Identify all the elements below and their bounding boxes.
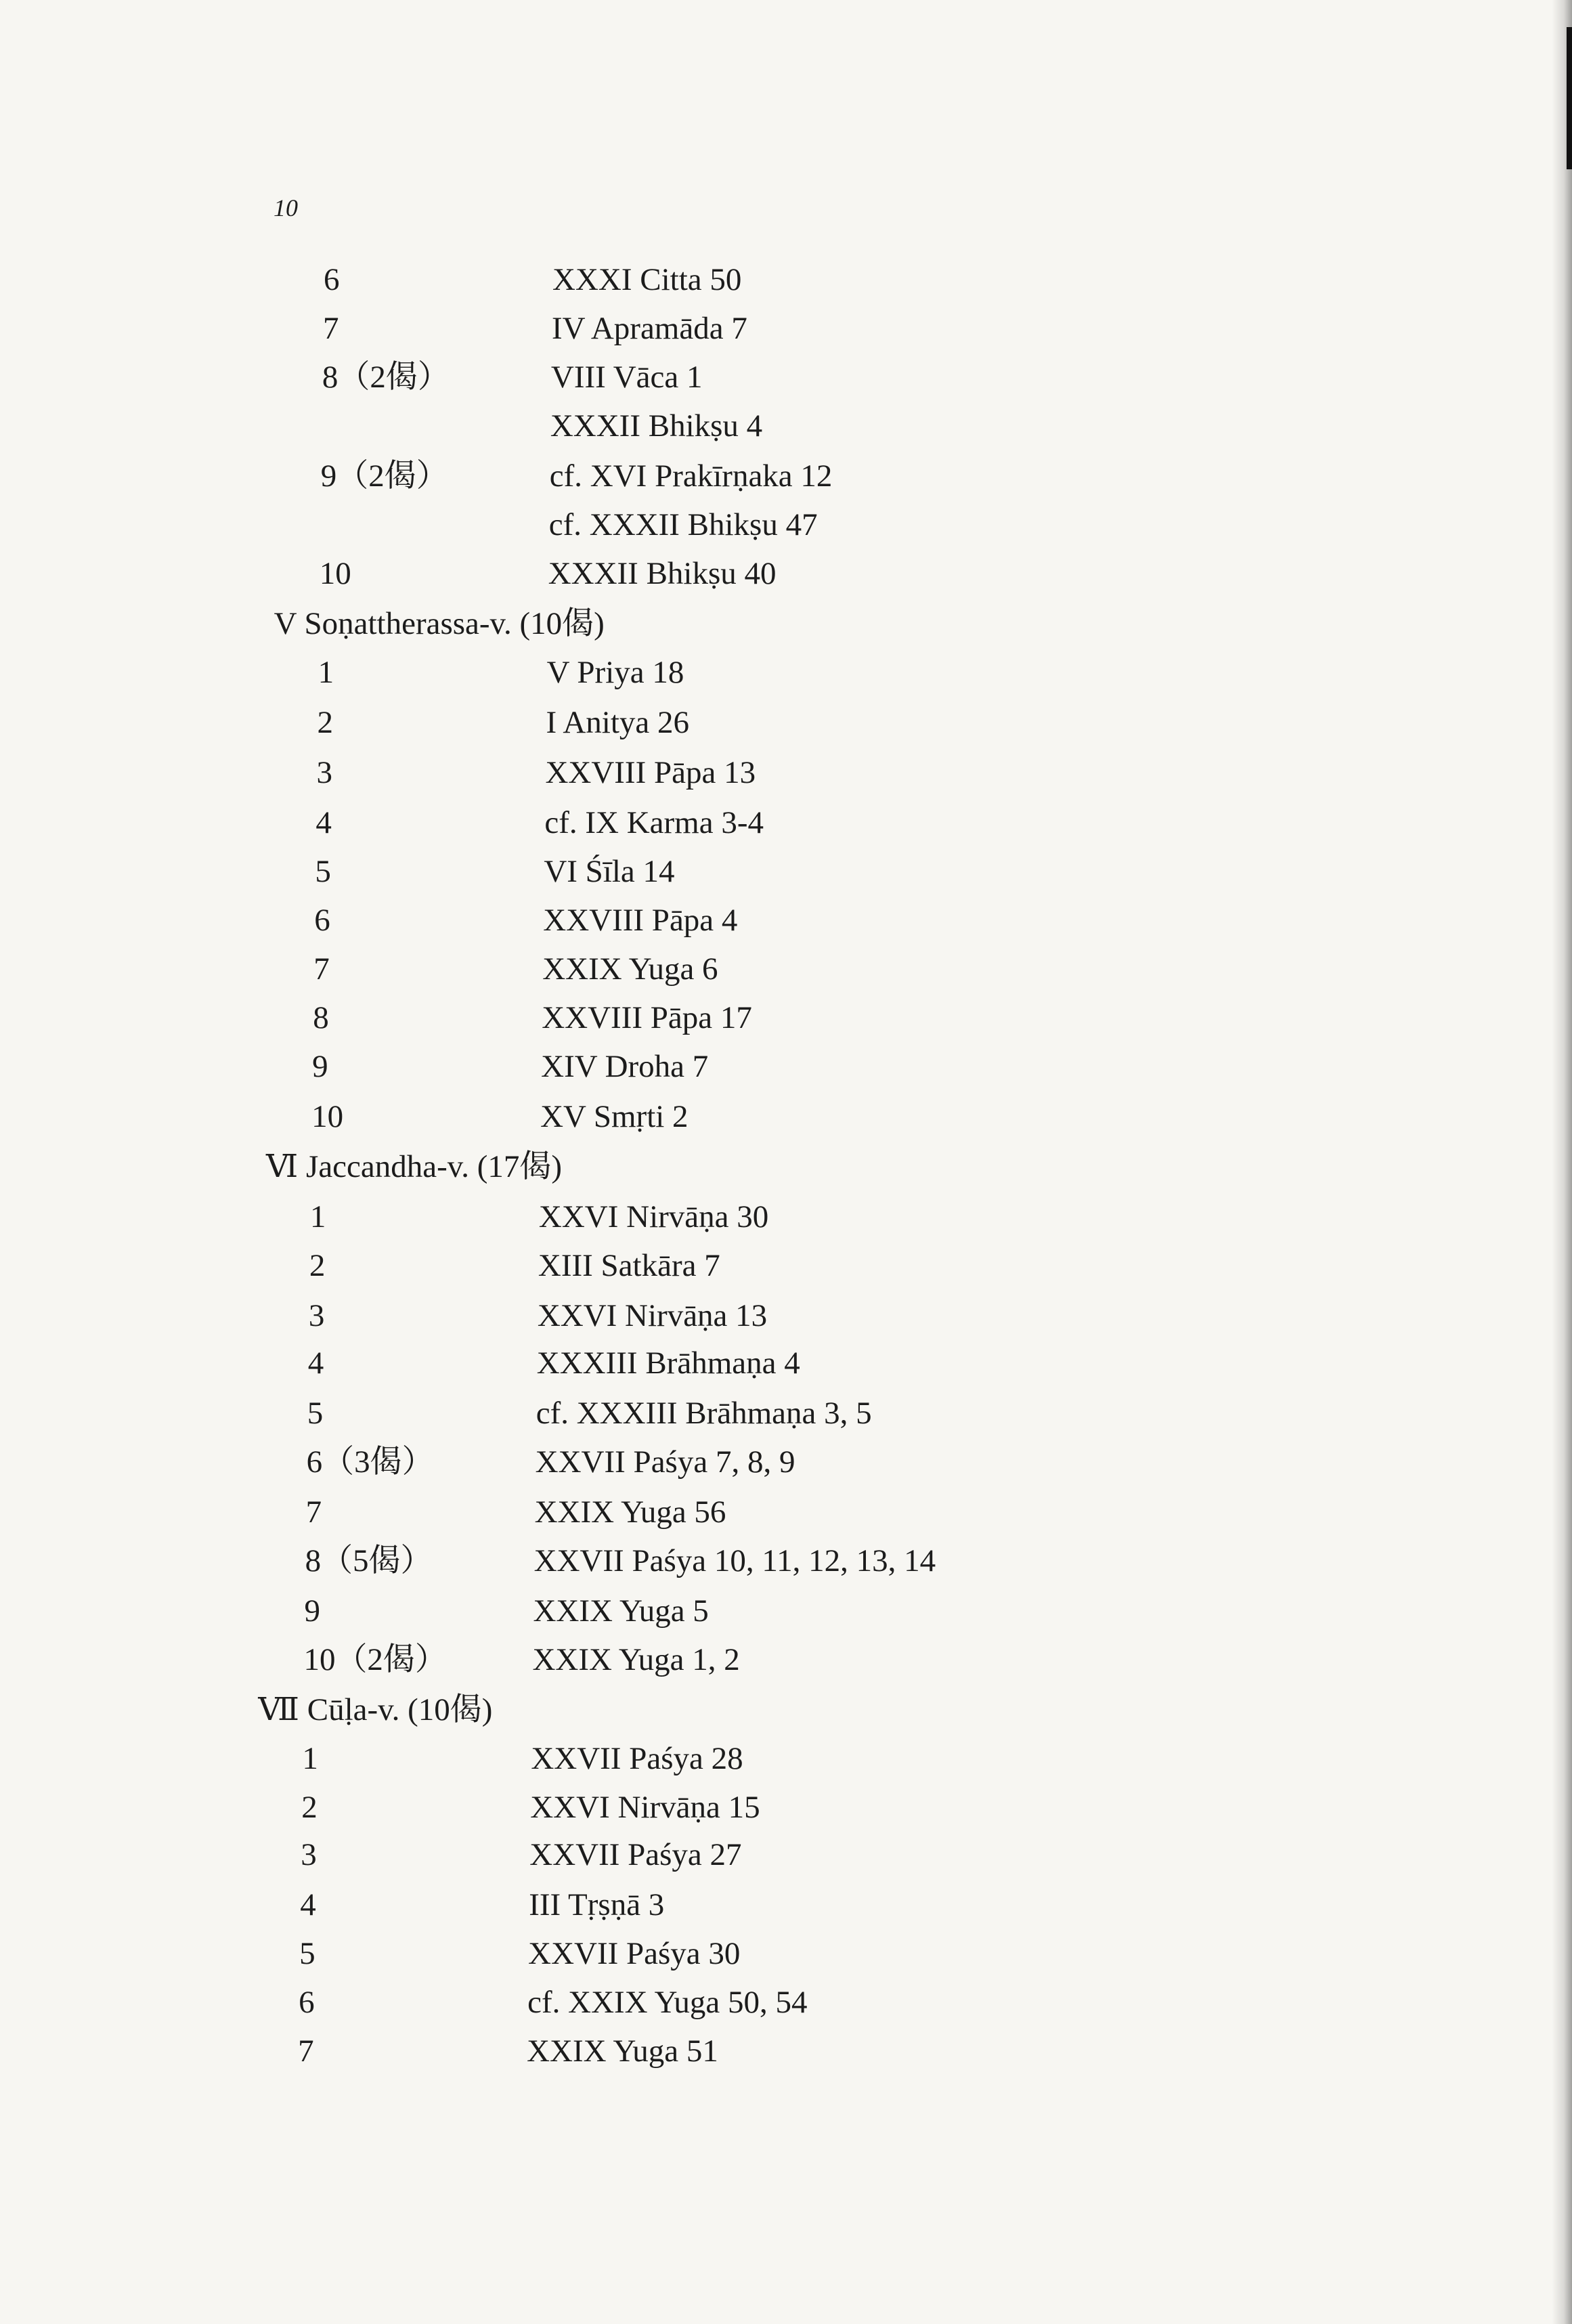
- verse-number: 8（2偈）: [322, 360, 450, 395]
- page-edge-mark: [1567, 27, 1572, 169]
- udanavarga-reference: XXIX Yuga 1, 2: [532, 1642, 740, 1677]
- verse-number: 7: [322, 311, 339, 346]
- verse-number: 8（5偈）: [305, 1543, 433, 1578]
- verse-number: 8: [313, 1000, 329, 1035]
- udanavarga-reference: XIII Satkāra 7: [538, 1248, 720, 1283]
- verse-number: 10: [319, 556, 351, 591]
- udanavarga-reference: XXXII Bhikṣu 40: [548, 556, 777, 591]
- udanavarga-reference: XXVII Paśya 28: [531, 1741, 743, 1776]
- verse-number: 6（3偈）: [306, 1444, 434, 1480]
- section-heading: Ⅵ Jaccandha-v. (17偈): [266, 1149, 563, 1184]
- udanavarga-reference: cf. IX Karma 3-4: [544, 805, 764, 840]
- page-number: 10: [274, 194, 298, 221]
- udanavarga-reference: III Tṛṣṇā 3: [529, 1887, 665, 1922]
- udanavarga-reference: XXIX Yuga 6: [542, 951, 718, 987]
- section-heading: Ⅶ Cūḷa-v. (10偈): [258, 1692, 493, 1727]
- udanavarga-reference: I Anitya 26: [546, 705, 689, 740]
- verse-number: 6: [314, 903, 330, 938]
- verse-number: 2: [317, 705, 334, 740]
- verse-number: 6: [299, 1985, 315, 2020]
- udanavarga-reference: XXVII Paśya 10, 11, 12, 13, 14: [533, 1543, 936, 1578]
- udanavarga-reference: XXVIII Pāpa 13: [545, 755, 756, 790]
- verse-number: 5: [299, 1936, 315, 1971]
- verse-number: 3: [316, 755, 332, 790]
- udanavarga-reference: XXVII Paśya 27: [529, 1837, 742, 1872]
- verse-number: 1: [318, 655, 334, 690]
- verse-number: 9: [304, 1593, 320, 1629]
- udanavarga-reference: VI Śīla 14: [544, 854, 675, 889]
- udanavarga-reference: cf. XXIX Yuga 50, 54: [527, 1985, 808, 2020]
- udanavarga-reference: XXIX Yuga 5: [533, 1593, 709, 1629]
- udanavarga-reference: XXVII Paśya 7, 8, 9: [535, 1444, 795, 1480]
- udanavarga-reference: XXVI Nirvāṇa 30: [538, 1199, 769, 1234]
- verse-number: 2: [309, 1248, 326, 1283]
- verse-number: 4: [307, 1346, 324, 1381]
- udanavarga-reference: IV Apramāda 7: [551, 311, 747, 346]
- verse-number: 1: [309, 1199, 326, 1234]
- udanavarga-reference: XXXII Bhikṣu 4: [550, 408, 763, 444]
- verse-number: 2: [301, 1790, 318, 1825]
- udanavarga-reference: V Priya 18: [546, 655, 684, 690]
- verse-number: 1: [302, 1741, 318, 1776]
- section-heading: V Soṇattherassa-v. (10偈): [274, 606, 605, 641]
- udanavarga-reference: cf. XVI Prakīrṇaka 12: [549, 458, 833, 494]
- udanavarga-reference: XXVIII Pāpa 4: [543, 903, 738, 938]
- udanavarga-reference: XXVII Paśya 30: [528, 1936, 741, 1971]
- verse-number: 9（2偈）: [320, 458, 448, 494]
- udanavarga-reference: cf. XXXII Bhikṣu 47: [548, 507, 818, 542]
- udanavarga-reference: XXIX Yuga 56: [534, 1494, 726, 1530]
- verse-number: 4: [300, 1887, 316, 1922]
- verse-number: 7: [305, 1494, 322, 1530]
- udanavarga-reference: VIII Vāca 1: [550, 360, 703, 395]
- udanavarga-reference: cf. XXXIII Brāhmaṇa 3, 5: [536, 1396, 872, 1431]
- page-edge-shadow: [1552, 0, 1572, 2324]
- udanavarga-reference: XXIX Yuga 51: [527, 2034, 718, 2069]
- verse-number: 7: [313, 951, 330, 987]
- udanavarga-reference: XIV Droha 7: [541, 1049, 709, 1084]
- verse-number: 3: [301, 1837, 317, 1872]
- udanavarga-reference: XXXI Citta 50: [552, 262, 742, 297]
- verse-number: 5: [307, 1396, 324, 1431]
- verse-number: 7: [298, 2034, 314, 2069]
- verse-number: 3: [308, 1298, 325, 1333]
- udanavarga-reference: XXVI Nirvāṇa 13: [537, 1298, 768, 1333]
- udanavarga-reference: XV Smṛti 2: [540, 1099, 689, 1134]
- verse-number: 5: [315, 854, 331, 889]
- udanavarga-reference: XXVI Nirvāṇa 15: [530, 1790, 760, 1825]
- verse-number: 10: [311, 1099, 344, 1134]
- udanavarga-reference: XXXIII Brāhmaṇa 4: [536, 1346, 800, 1381]
- verse-number: 9: [312, 1049, 328, 1084]
- verse-number: 6: [324, 262, 340, 297]
- udanavarga-reference: XXVIII Pāpa 17: [542, 1000, 752, 1035]
- verse-number: 10（2偈）: [303, 1642, 447, 1677]
- verse-number: 4: [315, 805, 332, 840]
